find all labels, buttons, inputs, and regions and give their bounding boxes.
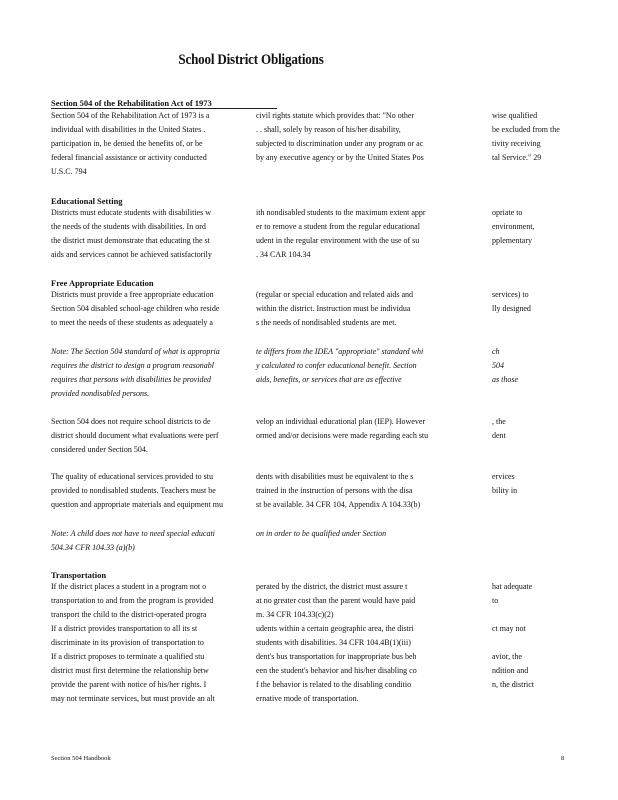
section-heading: Free Appropriate Education — [51, 278, 154, 288]
section-body — [51, 109, 560, 179]
text-line — [51, 664, 551, 678]
text-fragment: provide the parent with notice of his/her rights. I — [51, 680, 207, 689]
text-fragment: If a district proposes to terminate a qualified stu — [51, 652, 205, 661]
text-line — [51, 498, 551, 512]
text-line — [51, 234, 551, 248]
text-fragment: dents with disabilities must be equivalent to the s — [256, 472, 414, 481]
text-fragment: considered under Section 504. — [51, 445, 148, 454]
text-fragment: federal financial assistance or activity conducted — [51, 153, 207, 162]
section-heading: Section 504 of the Rehabilitation Act of 1973 — [51, 98, 277, 109]
text-fragment: (regular or special education and related aids and — [256, 290, 414, 299]
text-line — [51, 429, 551, 443]
text-line — [51, 527, 551, 541]
text-line — [51, 608, 551, 622]
text-line — [51, 415, 551, 429]
section-transportation — [51, 570, 551, 706]
text-fragment: . . shall, solely by reason of his/her disability, — [256, 125, 401, 134]
text-fragment: Districts must educate students with disabilities w — [51, 208, 211, 217]
text-line — [51, 288, 551, 302]
text-fragment: Districts must provide a free appropriate education — [51, 290, 214, 299]
text-fragment: wise qualified — [492, 111, 538, 120]
text-line — [51, 470, 551, 484]
text-line — [51, 594, 551, 608]
text-fragment: pplementary — [492, 236, 532, 245]
text-fragment: 504 — [492, 361, 504, 370]
text-line — [51, 248, 551, 262]
text-fragment: st be available. 34 CFR 104, Appendix A 104.33(b) — [256, 500, 421, 509]
text-line — [51, 484, 551, 498]
text-fragment: transportation to and from the program is provided — [51, 596, 214, 605]
text-fragment: tal Service." 29 — [492, 153, 542, 162]
text-fragment: bility in — [492, 486, 518, 495]
text-line — [51, 302, 551, 316]
text-fragment: subjected to discrimination under any program or ac — [256, 139, 424, 148]
section-body — [51, 527, 551, 555]
text-fragment: 504.34 CFR 104.33 (a)(b) — [51, 543, 135, 552]
text-fragment: , the — [492, 417, 506, 426]
text-fragment: district should document what evaluations were perf — [51, 431, 219, 440]
text-fragment: students with disabilities. 34 CFR 104.4B(1)(iii) — [256, 638, 411, 647]
text-line — [51, 692, 551, 706]
iep-paragraph — [51, 415, 551, 457]
text-fragment: hat adequate — [492, 582, 533, 591]
text-line — [51, 387, 551, 401]
section-heading: Educational Setting — [51, 196, 123, 206]
text-fragment: If the district places a student in a program not o — [51, 582, 207, 591]
text-line — [51, 220, 551, 234]
text-line — [51, 443, 551, 457]
text-line — [51, 123, 560, 137]
text-fragment: te differs from the IDEA "appropriate" standard whi — [256, 347, 424, 356]
text-line — [51, 345, 551, 359]
text-fragment: services) to — [492, 290, 529, 299]
text-fragment: avior, the — [492, 652, 522, 661]
child-note — [51, 527, 551, 555]
section-body — [51, 470, 551, 512]
text-line — [51, 622, 551, 636]
text-fragment: on in order to be qualified under Section — [256, 529, 387, 538]
text-line — [51, 151, 551, 165]
text-fragment: aids and services cannot be achieved satisfactorily — [51, 250, 212, 259]
text-fragment: ernative mode of transportation. — [256, 694, 359, 703]
text-fragment: velop an individual educational plan (IEP). However — [256, 417, 426, 426]
text-fragment: discriminate in its provision of transportation to — [51, 638, 204, 647]
quality-paragraph — [51, 470, 551, 512]
text-fragment: perated by the district, the district must assure t — [256, 582, 408, 591]
text-fragment: s the needs of nondisabled students are met. — [256, 318, 397, 327]
text-fragment: environment, — [492, 222, 535, 231]
text-line — [51, 165, 551, 179]
fape-note — [51, 345, 551, 401]
text-fragment: ndition and — [492, 666, 529, 675]
text-fragment: at no greater cost than the parent would have paid — [256, 596, 416, 605]
section-body — [51, 206, 551, 262]
text-fragment: udents within a certain geographic area, the distri — [256, 624, 414, 633]
text-line — [51, 137, 551, 151]
text-fragment: individual with disabilities in the United States . — [51, 125, 206, 134]
footer-left: Section 504 Handbook — [51, 755, 111, 762]
text-fragment: trained in the instruction of persons with the disa — [256, 486, 413, 495]
text-fragment: U.S.C. 794 — [51, 167, 87, 176]
text-fragment: ct may not — [492, 624, 526, 633]
section-body — [51, 415, 551, 457]
text-line — [51, 109, 551, 123]
text-fragment: n, the district — [492, 680, 534, 689]
text-fragment: the district must demonstrate that educating the st — [51, 236, 210, 245]
text-fragment: udent in the regular environment with the use of su — [256, 236, 420, 245]
text-fragment: Section 504 does not require school districts to de — [51, 417, 211, 426]
text-fragment: opriate to — [492, 208, 523, 217]
text-fragment: by any executive agency or by the United States Pos — [256, 153, 424, 162]
text-fragment: lly designed — [492, 304, 531, 313]
text-fragment: een the student's behavior and his/her disabling co — [256, 666, 417, 675]
text-fragment: Note: A child does not have to need special educati — [51, 529, 215, 538]
text-fragment: dent — [492, 431, 506, 440]
text-fragment: provided to nondisabled students. Teachers must be — [51, 486, 216, 495]
text-line — [51, 541, 551, 555]
text-fragment: Note: The Section 504 standard of what is appropria — [51, 347, 220, 356]
text-fragment: participation in, be denied the benefits of, or be — [51, 139, 203, 148]
text-line — [51, 636, 551, 650]
text-line — [51, 206, 551, 220]
text-fragment: to meet the needs of these students as adequately a — [51, 318, 213, 327]
text-fragment: ith nondisabled students to the maximum extent appr — [256, 208, 426, 217]
section-504 — [51, 98, 560, 179]
text-line — [51, 678, 551, 692]
page-title: School District Obligations — [178, 52, 324, 68]
section-body — [51, 345, 551, 401]
text-fragment: aids, benefits, or services that are as effective — [256, 375, 402, 384]
text-fragment: requires that persons with disabilities be provided — [51, 375, 211, 384]
section-educational-setting — [51, 196, 551, 262]
text-line — [51, 580, 551, 594]
section-body — [51, 288, 551, 330]
text-fragment: district must first determine the relationship betw — [51, 666, 209, 675]
text-fragment: as those — [492, 375, 518, 384]
text-fragment: m. 34 CFR 104.33(c)(2) — [256, 610, 334, 619]
text-line — [51, 316, 551, 330]
text-fragment: Section 504 of the Rehabilitation Act of 1973 is a — [51, 111, 210, 120]
text-fragment: question and appropriate materials and equipment mu — [51, 500, 223, 509]
text-line — [51, 650, 551, 664]
section-heading: Transportation — [51, 570, 107, 580]
text-fragment: Section 504 disabled school-age children who reside — [51, 304, 220, 313]
text-line — [51, 373, 551, 387]
text-fragment: provided nondisabled persons. — [51, 389, 150, 398]
text-fragment: requires the district to design a program reasonabl — [51, 361, 215, 370]
text-fragment: tivity receiving — [492, 139, 541, 148]
section-fape — [51, 278, 551, 330]
text-fragment: may not terminate services, but must provide an alt — [51, 694, 215, 703]
text-fragment: If a district provides transportation to all its st — [51, 624, 198, 633]
text-line — [51, 359, 551, 373]
page-number: 8 — [561, 755, 565, 762]
text-fragment: y calculated to confer educational benefit. Section — [256, 361, 417, 370]
text-fragment: . 34 CAR 104.34 — [256, 250, 311, 259]
text-fragment: civil rights statute which provides that: "No other — [256, 111, 415, 120]
text-fragment: f the behavior is related to the disabling conditio — [256, 680, 412, 689]
text-fragment: The quality of educational services provided to stu — [51, 472, 213, 481]
text-fragment: dent's bus transportation for inappropriate bus beh — [256, 652, 417, 661]
section-body — [51, 580, 551, 706]
text-fragment: transport the child to the district-operated progra — [51, 610, 207, 619]
text-fragment: be excluded from the — [492, 125, 560, 134]
text-fragment: ormed and/or decisions were made regarding each stu — [256, 431, 429, 440]
text-fragment: within the district. Instruction must be individua — [256, 304, 411, 313]
text-fragment: to — [492, 596, 499, 605]
text-fragment: er to remove a student from the regular educational — [256, 222, 420, 231]
text-fragment: the needs of the students with disabilities. In ord — [51, 222, 206, 231]
text-fragment: ervices — [492, 472, 515, 481]
text-fragment: ch — [492, 347, 500, 356]
